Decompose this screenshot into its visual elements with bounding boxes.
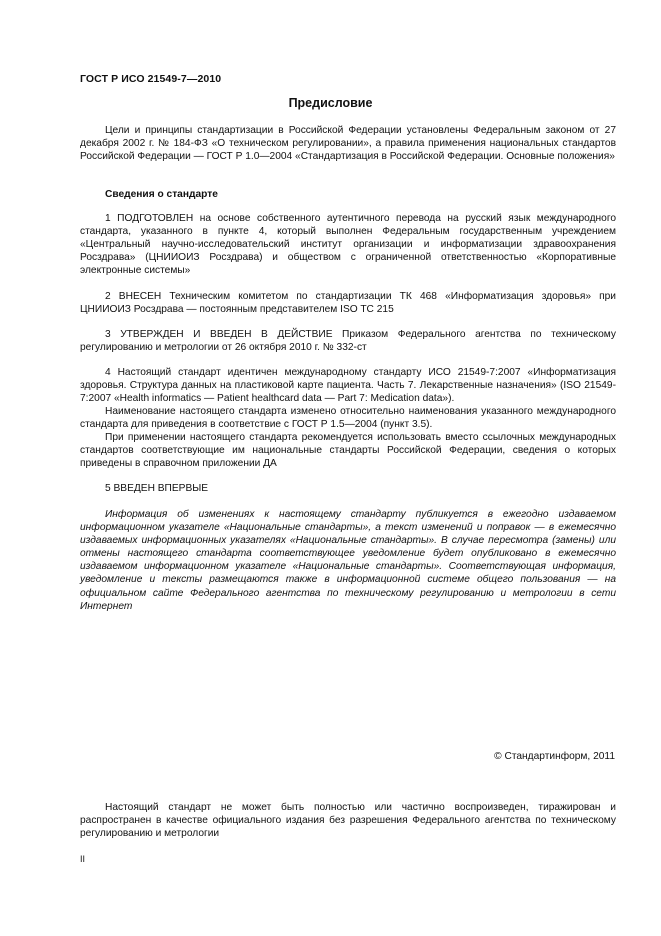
copyright-line: © Стандартинформ, 2011: [494, 751, 615, 762]
item-3-paragraph: 3 УТВЕРЖДЕН И ВВЕДЕН В ДЕЙСТВИЕ Приказом Федерального агентства по техническому регулированию и метрологии от 26 октября 2010 г. № 332-ст: [80, 329, 616, 354]
reproduction-notice: Настоящий стандарт не может быть полностью или частично воспроизведен, тиражирован и распространен в качестве официального издания без разрешения Федерального агентства по техническому регулированию и метрологии: [80, 802, 616, 840]
item-4-application-paragraph: При применении настоящего стандарта рекомендуется использовать вместо ссылочных международных стандартов соответствующие им национальные стандарты Российской Федерации, сведения о которых приведены в справочном приложении ДА: [80, 432, 616, 470]
amendments-notice: Информация об изменениях к настоящему стандарту публикуется в ежегодно издаваемом информационном указателе «Национальные стандарты», а текст изменений и поправок — в ежемесячно издаваемых информационных указателях «Национальные стандарты». В случае пересмотра (замены) или отмены настоящего стандарта соответствующее уведомление будет опубликовано в ежемесячно издаваемом информационном указателе «Национальные стандарты». Соответствующая информация, уведомление и тексты размещаются также в информационной системе общего пользования — на официальном сайте Федерального агентства по техническому регулированию и метрологии в сети Интернет: [80, 509, 616, 612]
section-heading: Сведения о стандарте: [105, 189, 218, 200]
item-2-paragraph: 2 ВНЕСЕН Техническим комитетом по стандартизации ТК 468 «Информатизация здоровья» при ЦНИИОИЗ Росздрава — постоянным представителем ISO TC 215: [80, 291, 616, 316]
item-4-paragraph: 4 Настоящий стандарт идентичен международному стандарту ИСО 21549-7:2007 «Информатизация здоровья. Структура данных на пластиковой карте пациента. Часть 7. Лекарственные назначения» (ISO 21549-7:2007 «Health informatics — Patient healthcard data — Part 7: Medication data»).: [80, 367, 616, 405]
item-4-title-change-paragraph: Наименование настоящего стандарта изменено относительно наименования указанного международного стандарта для приведения в соответствие с ГОСТ Р 1.5—2004 (пункт 3.5).: [80, 406, 616, 431]
page-title: Предисловие: [288, 96, 373, 110]
page-number: II: [80, 854, 86, 864]
intro-paragraph: Цели и принципы стандартизации в Российской Федерации установлены Федеральным законом от 27 декабря 2002 г. № 184-ФЗ «О техническом регулировании», а правила применения национальных стандартов Российской Федерации — ГОСТ Р 1.0—2004 «Стандартизация в Российской Федерации. Основные положения»: [80, 125, 616, 163]
document-code-header: ГОСТ Р ИСО 21549-7—2010: [80, 73, 222, 85]
item-5-paragraph: 5 ВВЕДЕН ВПЕРВЫЕ: [105, 483, 209, 494]
item-1-paragraph: 1 ПОДГОТОВЛЕН на основе собственного аутентичного перевода на русский язык международного стандарта, указанного в пункте 4, который выполнен Федеральным государственным учреждением «Центральный научно-исследовательский институт организации и информатизации здравоохранения Росздрава» (ЦНИИОИЗ Росздрава) и обществом с ограниченной ответственностью «Корпоративные электронные системы»: [80, 213, 616, 277]
